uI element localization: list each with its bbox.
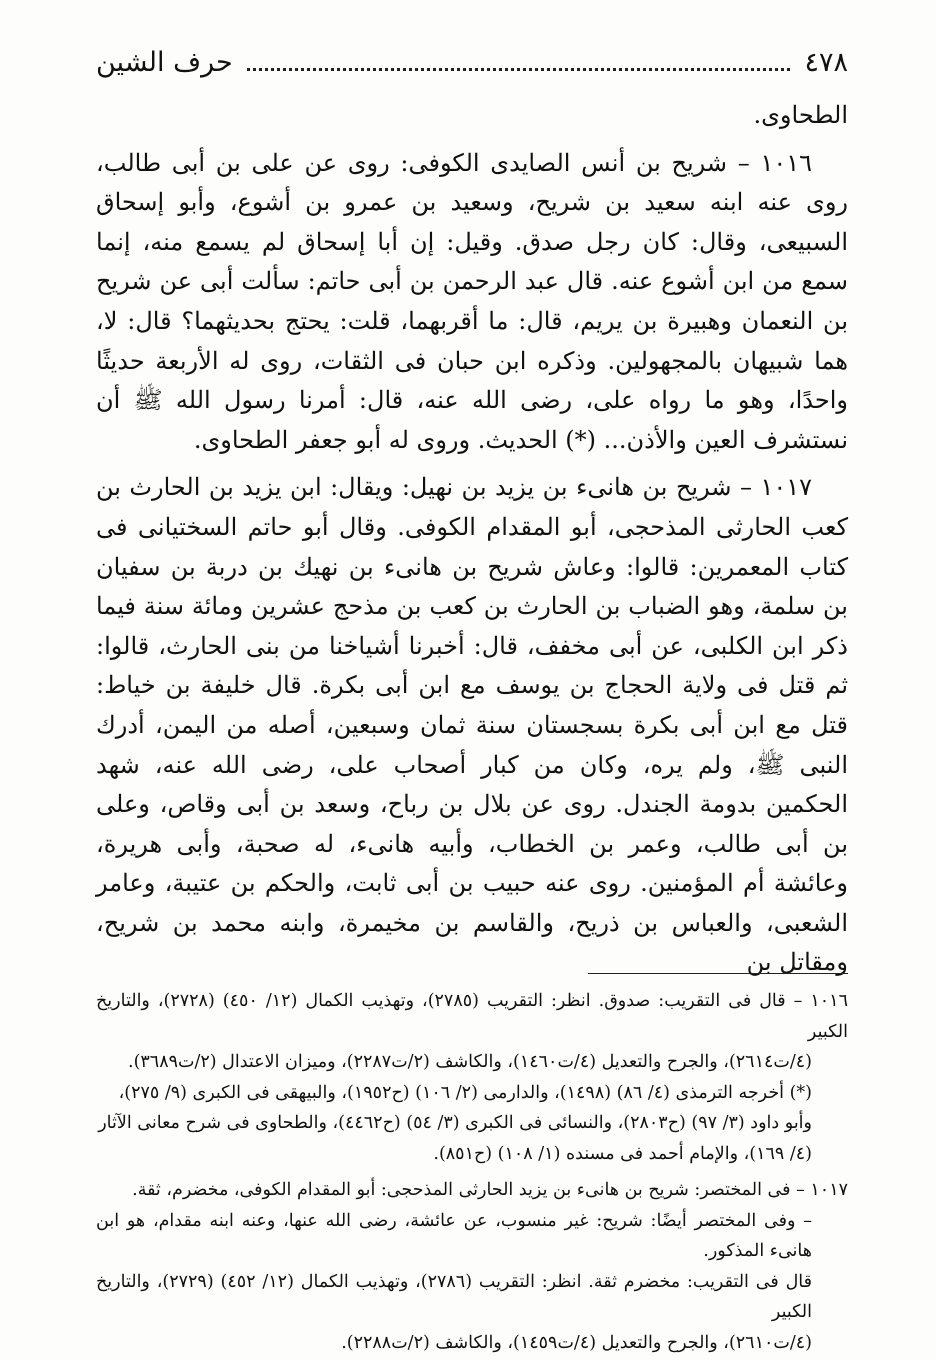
footnote-separator bbox=[588, 973, 848, 974]
continuation-line: الطحاوى. bbox=[753, 101, 848, 129]
footnotes bbox=[96, 986, 848, 1358]
footnote-1017-line-3: قال فى التقريب: مخضرم ثقة. انظر: التقريب (٢٧٨٦)، وتهذيب الكمال (١٢/ ٤٥٢) (٢٧٢٩)، والتاريخ الكبير bbox=[96, 1271, 812, 1322]
page-number: ٤٧٨ bbox=[804, 46, 848, 78]
footnote-1016-line-1: ١٠١٦ – قال فى التقريب: صدوق. انظر: التقريب (٢٧٨٥)، وتهذيب الكمال (١٢/ ٤٥٠) (٢٧٢٨)، والتاريخ الكبير bbox=[96, 991, 848, 1042]
main-text bbox=[96, 96, 848, 983]
entry-1017: ١٠١٧ – شريح بن هانىء بن يزيد بن نهيل: ويقال: ابن يزيد بن الحارث بن كعب الحارثى المذحجى، أبو المقدام الكوفى. وقال أبو حاتم السختيانى فى كتاب المعمرين: قالوا: وعاش شريح بن هانىء بن نهيك بن دربة بن سفيان بن سلمة، وهو الضباب بن الحارث بن كعب بن مذحج عشرين ومائة سنة فيما ذكر ابن الكلبى، عن أبى مخفف، قال: أخبرنا أشياخنا من بنى الحارث، قالوا: ثم قتل فى ولاية الحجاج بن يوسف مع ابن أبى بكرة. قال خليفة بن خياط: قتل مع ابن أبى بكرة بسجستان سنة ثمان وسبعين، أصله من اليمن، أدرك النبى ﷺ، ولم يره، وكان من كبار أصحاب على، رضى الله عنه، شهد الحكمين بدومة الجندل. روى عن بلال بن رباح، وسعد بن أبى وقاص، وعلى بن أبى طالب، وعمر بن الخطاب، وأبيه هانىء، له صحبة، وأبى هريرة، وعائشة أم المؤمنين. روى عنه حبيب بن أبى ثابت، والحكم بن عتيبة، وعامر الشعبى، والعباس بن ذريح، والقاسم بن مخيمرة، وابنه محمد بن شريح، ومقاتل بن bbox=[96, 473, 849, 977]
running-head bbox=[96, 42, 848, 82]
footnote-1016-line-2: (٤/ت٢٦١٤)، والجرح والتعديل (٤/ت١٤٦٠)، والكاشف (٢/ت٢٢٨٧)، وميزان الاعتدال (٢/ت٣٦٨٩). bbox=[128, 1052, 812, 1072]
footnote-1017-line-2: – وفى المختصر أيضًا: شريح: غير منسوب، عن عائشة، رضى الله عنها، وعنه ابنه مقدام، هو ابن هانىء المذكور. bbox=[96, 1210, 812, 1261]
dotted-leader bbox=[247, 68, 791, 71]
footnote-1017-line-4: (٤/ت٢٦١٠)، والجرح والتعديل (٤/ت١٤٥٩)، والكاشف (٢/ت٢٢٨٨). bbox=[341, 1332, 812, 1353]
footnote-star-line-1: (*) أخرجه الترمذى (٤/ ٨٦) (١٤٩٨)، والدارمى (٢/ ١٠٦) (ح١٩٥٢)، والبيهقى فى الكبرى (٩/ ٢٧٥)، bbox=[118, 1082, 812, 1103]
chapter-title: حرف الشين bbox=[96, 46, 233, 78]
footnote-star-line-2: وأبو داود (٣/ ٩٧) (ح٢٨٠٣)، والنسائى فى الكبرى (٣/ ٥٤) (ح٤٤٦٢)، والطحاوى فى شرح معانى الآثار bbox=[98, 1113, 812, 1133]
footnote-1017-line-1: ١٠١٧ – فى المختصر: شريح بن هانىء بن يزيد الحارثى المذحجى: أبو المقدام الكوفى، مخضرم، ثقة. bbox=[132, 1180, 848, 1200]
entry-1016: ١٠١٦ – شريح بن أنس الصايدى الكوفى: روى عن على بن أبى طالب، روى عنه ابنه سعيد بن شريح، وسعيد بن عمرو بن أشوع، وأبو إسحاق السبيعى، وقال: كان رجل صدق. وقيل: إن أبا إسحاق لم يسمع منه، إنما سمع من ابن أشوع عنه. قال عبد الرحمن بن أبى حاتم: سألت أبى عن شريح بن النعمان وهبيرة بن يريم، قال: ما أقربهما، قلت: يحتج بحديثهما؟ قال: لا، هما شبيهان بالمجهولين. وذكره ابن حبان فى الثقات، روى له الأربعة حديثًا واحدًا، وهو ما رواه على، رضى الله عنه، قال: أمرنا رسول الله ﷺ أن نستشرف العين والأذن... (*) الحديث. وروى له أبو جعفر الطحاوى. bbox=[96, 148, 848, 454]
footnote-star-line-3: (٤/ ١٦٩)، والإمام أحمد فى مسنده (١/ ١٠٨) (ح٨٥١). bbox=[433, 1143, 812, 1164]
